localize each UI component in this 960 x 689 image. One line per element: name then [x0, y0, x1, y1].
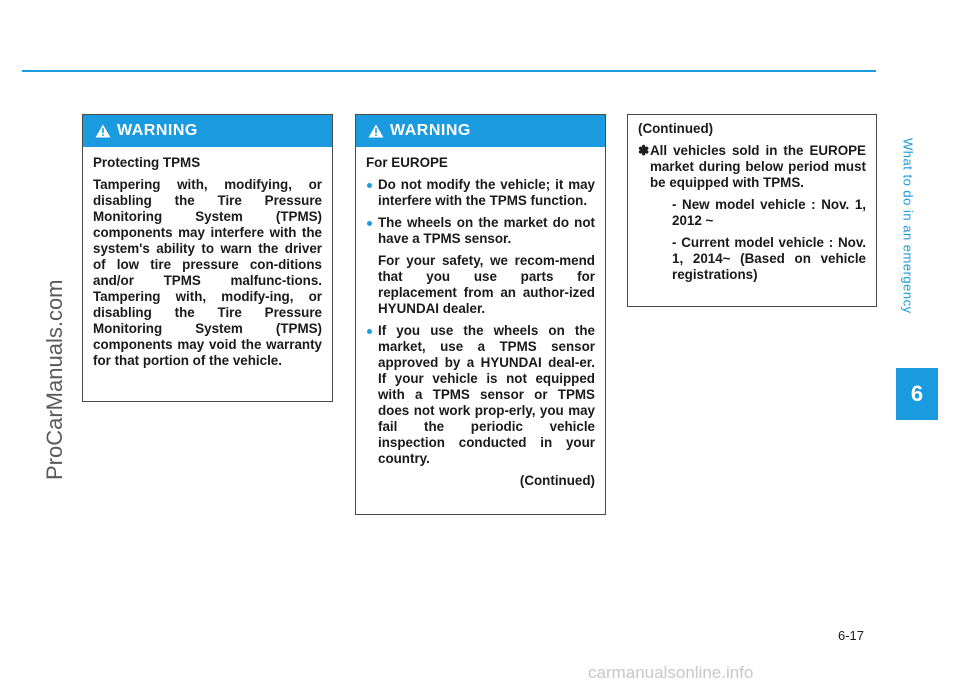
warning-header [83, 115, 332, 147]
bullet-text: The wheels on the market do not have a TPMS sensor. [378, 215, 595, 246]
continued-body [628, 115, 876, 283]
dash-text: - New model vehicle : Nov. 1, 2012 ~ [672, 197, 866, 228]
list-item [366, 323, 595, 467]
warning-box-protecting-tpms [82, 114, 333, 402]
list-item [638, 143, 866, 191]
watermark-bottom: carmanualsonline.info [588, 663, 754, 682]
chapter-tab: 6 [896, 368, 938, 420]
warning-header [356, 115, 605, 147]
warning-box-europe [355, 114, 606, 515]
bullet-text: If you use the wheels on the market, use a TPMS sensor approved by a HYUNDAI deal-er. If your vehicle is not equipped with a TPMS sensor or TPMS does not work prop-erly, you may fail the periodic vehicle inspection conducted in your country. [378, 323, 595, 466]
list-item [366, 177, 595, 209]
bullet-text: Do not modify the vehicle; it may interfere with the TPMS function. [378, 177, 595, 208]
warning-body [356, 147, 605, 489]
list-item [366, 215, 595, 317]
continued-box [627, 114, 877, 307]
top-rule [22, 70, 876, 72]
chapter-side-title: What to do in an emergency [900, 138, 916, 314]
continued-label: (Continued) [519, 473, 595, 488]
warning-label: WARNING [390, 122, 471, 139]
continued-label: (Continued) [638, 121, 714, 136]
watermark-left: ProCarManuals.com [42, 279, 67, 481]
warning-body [83, 147, 332, 369]
note-text: All vehicles sold in the EUROPE market during below period must be equipped with TPMS. [650, 143, 866, 190]
asterisk-icon: ✽ [638, 143, 650, 158]
warning-paragraph: Tampering with, modifying, or disabling the Tire Pressure Monitoring System (TPMS) components may interfere with the system's ability to warn the driver of low tire pressure con-ditions and/or TPMS malfunc-tions. Tampering with, modify-ing, or disabling the Tire Pressure Monitoring System (TPMS) components may void the warranty for that portion of the vehicle. [93, 177, 322, 368]
bullet-sub-paragraph: For your safety, we recom-mend that you use parts for replacement from an author-ized HYUNDAI dealer. [378, 253, 595, 316]
list-item [650, 197, 866, 229]
warning-triangle-icon [368, 124, 384, 138]
warning-subtitle: For EUROPE [366, 155, 448, 170]
list-item [650, 235, 866, 283]
dash-text: - Current model vehicle : Nov. 1, 2014~ (Based on vehicle registrations) [672, 235, 866, 282]
warning-triangle-icon [95, 124, 111, 138]
warning-label: WARNING [117, 122, 198, 139]
page-number: 6-17 [838, 628, 865, 643]
warning-subtitle: Protecting TPMS [93, 155, 201, 170]
bullet-list [366, 177, 595, 467]
